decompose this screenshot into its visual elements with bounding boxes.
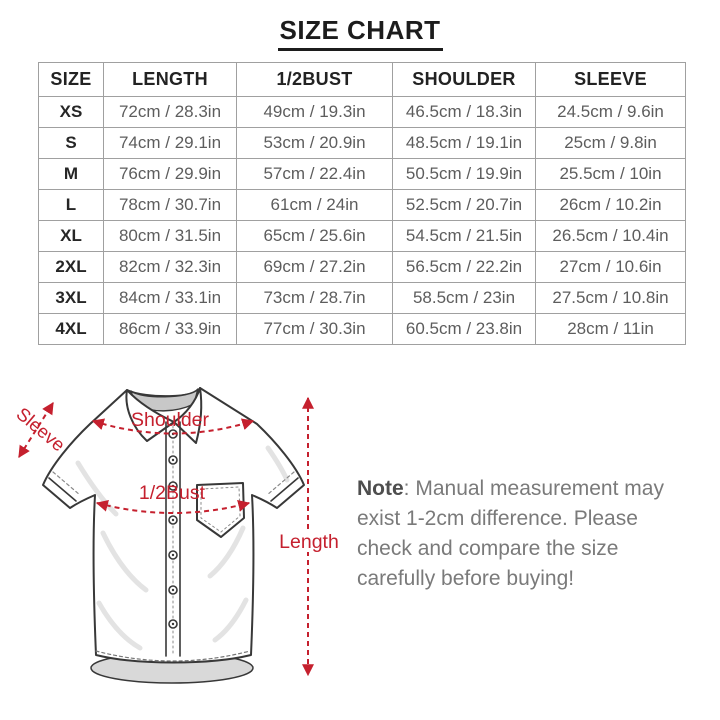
bust-cell: 73cm / 28.7in (237, 283, 393, 314)
size-cell: M (39, 159, 104, 190)
table-header-row (39, 63, 686, 97)
length-cell: 72cm / 28.3in (104, 97, 237, 128)
length-cell: 74cm / 29.1in (104, 128, 237, 159)
shoulder-cell: 56.5cm / 22.2in (393, 252, 536, 283)
shoulder-cell: 60.5cm / 23.8in (393, 314, 536, 345)
col-header-sleeve: SLEEVE (536, 63, 686, 97)
shirt-diagram (0, 368, 350, 716)
sleeve-cell: 24.5cm / 9.6in (536, 97, 686, 128)
size-cell: 4XL (39, 314, 104, 345)
bust-cell: 53cm / 20.9in (237, 128, 393, 159)
size-table (38, 62, 686, 345)
col-header-size: SIZE (39, 63, 104, 97)
bust-cell: 57cm / 22.4in (237, 159, 393, 190)
sleeve-cell: 27.5cm / 10.8in (536, 283, 686, 314)
length-cell: 82cm / 32.3in (104, 252, 237, 283)
note-label: Note (357, 477, 404, 500)
length-label: Length (279, 531, 339, 553)
shoulder-cell: 48.5cm / 19.1in (393, 128, 536, 159)
length-cell: 76cm / 29.9in (104, 159, 237, 190)
shoulder-cell: 46.5cm / 18.3in (393, 97, 536, 128)
shoulder-cell: 54.5cm / 21.5in (393, 221, 536, 252)
sleeve-cell: 26cm / 10.2in (536, 190, 686, 221)
table-row-l (39, 190, 686, 221)
bust-cell: 49cm / 19.3in (237, 97, 393, 128)
size-cell: 2XL (39, 252, 104, 283)
length-cell: 84cm / 33.1in (104, 283, 237, 314)
col-header-bust: 1/2BUST (237, 63, 393, 97)
table-row-xs (39, 97, 686, 128)
table-row-s (39, 128, 686, 159)
sleeve-cell: 27cm / 10.6in (536, 252, 686, 283)
sleeve-label: Sleeve (12, 402, 70, 456)
col-header-length: LENGTH (104, 63, 237, 97)
size-cell: XS (39, 97, 104, 128)
sleeve-cell: 25cm / 9.8in (536, 128, 686, 159)
measurement-note (357, 474, 667, 594)
bust-cell: 69cm / 27.2in (237, 252, 393, 283)
col-header-shoulder: SHOULDER (393, 63, 536, 97)
table-row-3xl (39, 283, 686, 314)
page-title-text: SIZE CHART (278, 15, 443, 51)
note-text: : Manual measurement may exist 1-2cm difference. Please check and compare the size carefully before buying! (357, 477, 664, 590)
sleeve-cell: 28cm / 11in (536, 314, 686, 345)
bust-cell: 77cm / 30.3in (237, 314, 393, 345)
size-cell: 3XL (39, 283, 104, 314)
bust-cell: 65cm / 25.6in (237, 221, 393, 252)
bust-label: 1/2Bust (138, 482, 206, 504)
table-row-2xl (39, 252, 686, 283)
length-cell: 78cm / 30.7in (104, 190, 237, 221)
size-cell: L (39, 190, 104, 221)
table-row-m (39, 159, 686, 190)
sleeve-cell: 25.5cm / 10in (536, 159, 686, 190)
shoulder-cell: 58.5cm / 23in (393, 283, 536, 314)
page-title (0, 15, 720, 51)
size-cell: XL (39, 221, 104, 252)
size-cell: S (39, 128, 104, 159)
table-row-xl (39, 221, 686, 252)
shoulder-label: Shoulder (130, 409, 210, 431)
bust-cell: 61cm / 24in (237, 190, 393, 221)
shoulder-cell: 50.5cm / 19.9in (393, 159, 536, 190)
length-cell: 80cm / 31.5in (104, 221, 237, 252)
shoulder-cell: 52.5cm / 20.7in (393, 190, 536, 221)
sleeve-cell: 26.5cm / 10.4in (536, 221, 686, 252)
length-cell: 86cm / 33.9in (104, 314, 237, 345)
table-row-4xl (39, 314, 686, 345)
